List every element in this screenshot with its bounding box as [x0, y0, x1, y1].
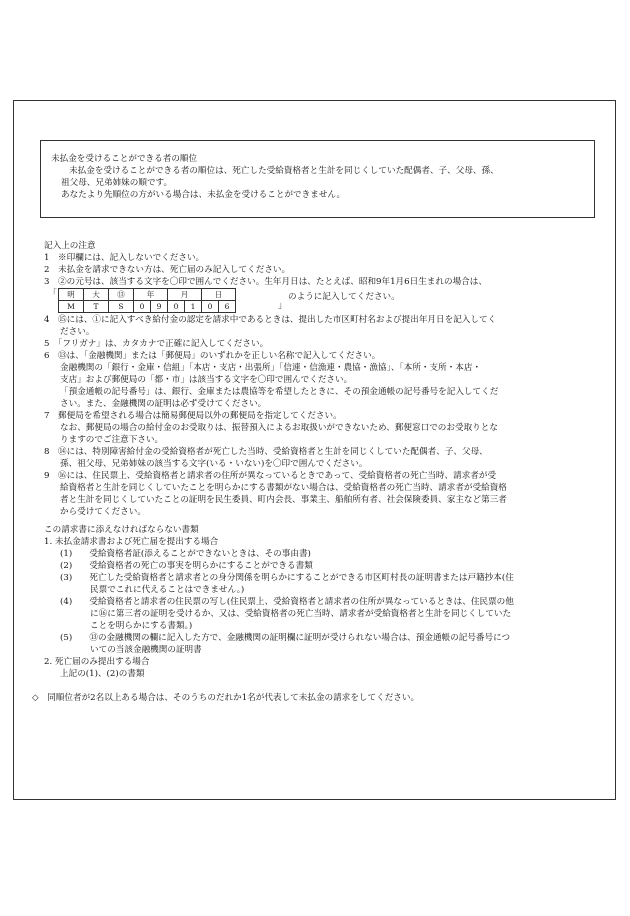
note-item: 5 「フリガナ」は、カタカナで正確に記入してください。: [44, 339, 269, 349]
month-label: 月: [168, 289, 202, 301]
required-documents: [44, 524, 594, 680]
day-label: 日: [202, 289, 236, 301]
digit-cell: 6: [219, 301, 236, 313]
notes-title: 記入上の注意: [44, 241, 96, 251]
digit-cell: 0: [202, 301, 219, 313]
digit-cell: 9: [151, 301, 168, 313]
docs-item: (5) ⑬の金融機関の欄に記入した方で、金融機関の証明欄に証明が受けられない場合は、預金通帳の記号番号につ: [60, 633, 511, 643]
notice-line: 祖父母、兄弟姉妹の順です。: [61, 178, 173, 188]
note-item: 9 ⑯には、住民票上、受給資格者と請求者の住所が異なっているときであって、受給資格者の死亡当時、請求者が受: [44, 471, 497, 481]
note-item: 7 郵便局を希望される場合は簡易郵便局以外の郵便局を指定してください。: [44, 411, 342, 421]
note-item: りますのでご注意下さい。: [60, 435, 164, 445]
notice-title: 未払金を受けることができる者の順位: [51, 154, 198, 164]
docs-section: 2. 死亡届のみ提出する場合: [44, 657, 150, 667]
docs-item: (3) 死亡した受給資格者と請求者との身分関係を明らかにすることができる市区町村長の証明書または戸籍抄本(住: [60, 573, 514, 583]
notice-line: 未払金を受けることができる者の順位は、死亡した受給資格者と生計を同じくしていた配偶者、子、父母、孫、: [69, 166, 499, 176]
era-label-taisho: 大: [84, 289, 109, 301]
note-item: 金融機関の「銀行・金庫・信組」「本店・支店・出張所」「信連・信漁連・農協・漁協」、「本所・支所・本店・: [60, 363, 482, 373]
note-item: 支店」および郵便局の「都・市」は該当する文字を〇印で囲んでください。: [60, 375, 353, 385]
year-label: 年: [134, 289, 168, 301]
era-label-meiji: 明: [59, 289, 84, 301]
note-item: 1 ※印欄には、記入しないでください。: [44, 253, 205, 263]
note-item: 給資格者と生計を同じくしていたことを明らかにする書類がない場合は、受給資格者の死亡当時、請求者が受給資格: [60, 483, 507, 493]
example-after-text: のように記入してください。: [288, 292, 400, 302]
note-item: なお、郵便局の場合の給付金のお受取りは、振替預入によるお取扱いができないため、郵便窓口でのお受取りとな: [60, 423, 498, 433]
docs-item: (1) 受給資格者証(添えることができないときは、その事由書): [60, 549, 311, 559]
notice-line: あなたより先順位の方がいる場合は、未払金を受けることができません。: [61, 190, 346, 200]
docs-item: 上記の(1)、(2)の書類: [60, 669, 145, 679]
era-letter-t: T: [84, 301, 109, 313]
era-letter-m: M: [59, 301, 84, 313]
note-item: 「預金通帳の記号番号」は、銀行、金庫または農協等を希望したときに、その預金通帳の記号番号を記入してくだ: [60, 387, 499, 397]
digit-cell: 0: [134, 301, 151, 313]
note-item: 2 未払金を請求できない方は、死亡届のみ記入してください。: [44, 265, 291, 275]
digit-cell: 1: [185, 301, 202, 313]
example-open-bracket: 「: [48, 289, 58, 299]
era-letter-s: S: [109, 301, 134, 313]
example-table: [58, 288, 236, 313]
docs-item: ことを明らかにする書類。): [90, 621, 193, 631]
note-item: 4 ⑮には、①に記入すべき給付金の認定を請求中であるときは、提出した市区町村名および提出年月日を記入してく: [44, 315, 497, 325]
note-item: 3 ②の元号は、該当する文字を〇印で囲んでください。生年月日は、たとえば、昭和9年1月6日生まれの場合は、: [44, 277, 487, 287]
docs-section: 1. 未払金請求書および死亡届を提出する場合: [44, 537, 219, 547]
docs-item: 民票でこれに代えることはできません。): [90, 585, 245, 595]
note-item: 孫、祖父母、兄弟姉妹の該当する文字(いる・いない)を〇印で囲んでください。: [60, 459, 368, 469]
docs-item: いての当該金融機関の証明書: [90, 645, 202, 655]
note-item: ださい。: [60, 327, 95, 337]
era-label-showa: ⑬: [109, 289, 134, 301]
digit-cell: 0: [168, 301, 185, 313]
note-item: 8 ⑭には、特別障害給付金の受給資格者が死亡した当時、受給資格者と生計を同じくしていた配偶者、子、父母、: [44, 447, 488, 457]
note-item: 6 ⑬は、「金融機関」または「郵便局」のいずれかを正しい名称で記入してください。: [44, 351, 381, 361]
footer-note: ◇ 同順位者が2名以上ある場合は、そのうちのだれか1名が代表して未払金の請求をしてください。: [32, 693, 420, 703]
note-item: さい。また、金融機関の証明は必ず受けてください。: [60, 399, 267, 409]
note-item: から受けてください。: [60, 507, 146, 517]
docs-item: (4) 受給資格者と請求者の住民票の写し(住民票上、受給資格者と請求者の住所が異なっているときは、住民票の他: [60, 597, 514, 607]
example-close-bracket: 」: [278, 301, 288, 311]
birthdate-example: [44, 288, 594, 314]
docs-title: この請求書に添えなければならない書類: [44, 525, 199, 535]
docs-item: に⑯に第三者の証明を受けるか、又は、受給資格者の死亡当時、請求者が受給資格者と生計を同じくしていた: [90, 609, 512, 619]
docs-item: (2) 受給資格者の死亡の事実を明らかにすることができる書類: [60, 561, 313, 571]
notice-box: [40, 140, 595, 218]
note-item: 者と生計を同じくしていたことの証明を民生委員、町内会長、事業主、船舶所有者、社会保険委員、家主など第三者: [60, 495, 507, 505]
entry-notes: [44, 240, 594, 518]
